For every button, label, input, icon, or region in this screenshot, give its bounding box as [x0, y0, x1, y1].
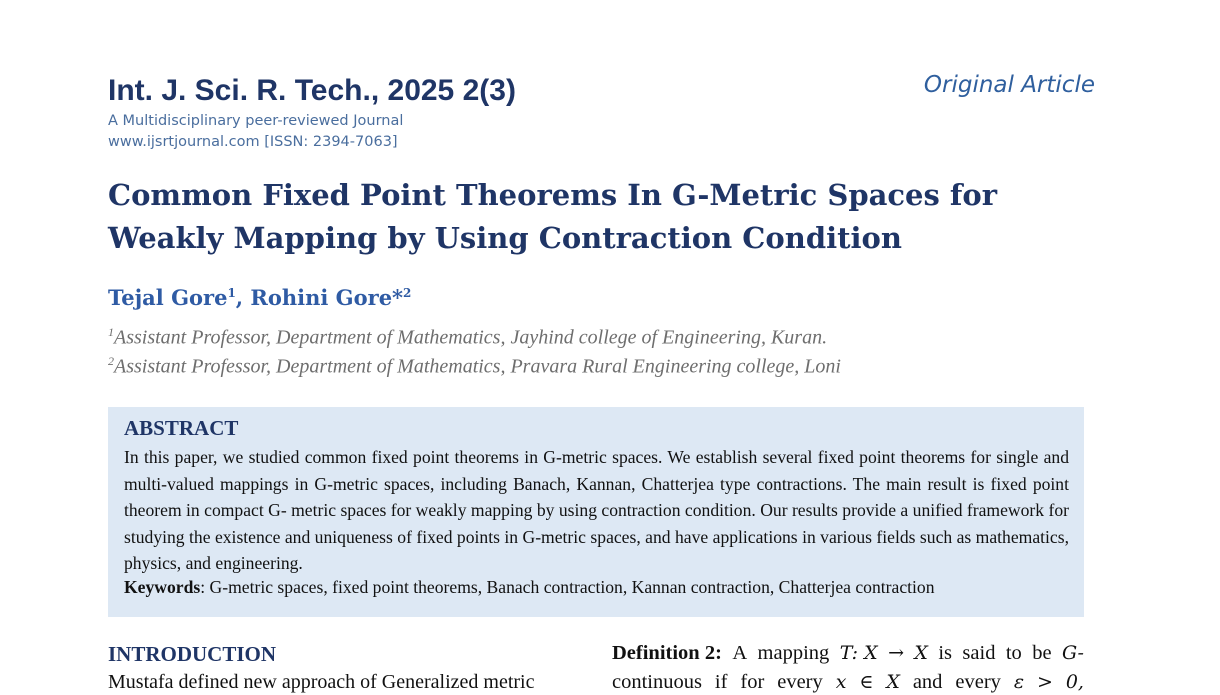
affiliation-mark: 1: [108, 325, 114, 339]
definition-math: x: [835, 671, 847, 693]
affiliation-text: Assistant Professor, Department of Mathematics, Pravara Rural Engineering college, Loni: [114, 355, 841, 378]
keywords-list: : G-metric spaces, fixed point theorems, Banach contraction, Kannan contraction, Chatterjea contraction: [200, 577, 935, 597]
article-type-label: Original Article: [923, 72, 1095, 98]
journal-website[interactable]: www.ijsrtjournal.com [ISSN: 2394-7063]: [108, 134, 398, 150]
keywords-label: Keywords: [124, 577, 201, 597]
introduction-heading: INTRODUCTION: [108, 642, 277, 666]
definition-math: →: [888, 642, 904, 664]
definition-math: >: [1036, 671, 1053, 693]
definition-math: G-: [1061, 642, 1084, 664]
definition-word: be: [1032, 642, 1052, 664]
definition-label: Definition 2:: [612, 642, 722, 664]
definition-math: ε: [1013, 671, 1025, 693]
definition-word: and: [912, 671, 943, 693]
definition-word: if: [714, 671, 728, 693]
definition-math: X: [886, 671, 900, 693]
definition-word: said: [962, 642, 996, 664]
definition-word: for: [740, 671, 765, 693]
definition-word: is: [938, 642, 953, 664]
author-name: Rohini Gore*: [250, 285, 404, 310]
definition-word: every: [955, 671, 1001, 693]
journal-tagline: A Multidisciplinary peer-reviewed Journal: [108, 113, 404, 129]
definition-math: 0,: [1065, 671, 1084, 693]
definition-word: every: [777, 671, 823, 693]
author-separator: ,: [235, 285, 251, 310]
journal-title: Int. J. Sci. R. Tech., 2025 2(3): [108, 74, 516, 107]
definition-math: T: X: [839, 642, 878, 664]
introduction-text: Mustafa defined new approach of Generalized metric: [108, 671, 535, 693]
author-affiliation-mark: 2: [403, 286, 412, 300]
definition-math: X: [914, 642, 928, 664]
affiliation-1: [108, 325, 827, 350]
definition-line-1: [612, 642, 1084, 665]
keywords-line: [124, 577, 935, 598]
definition-line-2: [612, 671, 1084, 694]
definition-word: mapping: [757, 642, 830, 664]
affiliation-text: Assistant Professor, Department of Mathematics, Jayhind college of Engineering, Kuran.: [114, 326, 828, 349]
paper-title-line-1: Common Fixed Point Theorems In G-Metric Spaces for: [108, 178, 998, 212]
author-name: Tejal Gore: [108, 285, 228, 310]
author-affiliation-mark: 1: [227, 286, 236, 300]
definition-math: ∈: [859, 671, 874, 693]
definition-word: to: [1005, 642, 1022, 664]
affiliation-mark: 2: [108, 354, 114, 368]
paper-title: [108, 174, 1098, 260]
abstract-heading: ABSTRACT: [124, 416, 239, 440]
affiliation-2: [108, 354, 841, 379]
abstract-body: In this paper, we studied common fixed point theorems in G-metric spaces. We establish several fixed point theorems for single and multi-valued mappings in G-metric spaces, including Banach, Kannan, Chatterjea type contractions. The main result is fixed point theorem in compact G- metric spaces for weakly mapping by using contraction condition. Our results provide a unified framework for studying the existence and uniqueness of fixed points in G-metric spaces, and have applications in various fields such as mathematics, physics, and engineering.: [124, 447, 1069, 573]
journal-subheader: [108, 111, 403, 153]
definition-word: A: [732, 642, 748, 664]
definition-word: continuous: [612, 671, 702, 693]
author-list: [108, 285, 411, 310]
paper-title-line-2: Weakly Mapping by Using Contraction Condition: [108, 221, 902, 255]
